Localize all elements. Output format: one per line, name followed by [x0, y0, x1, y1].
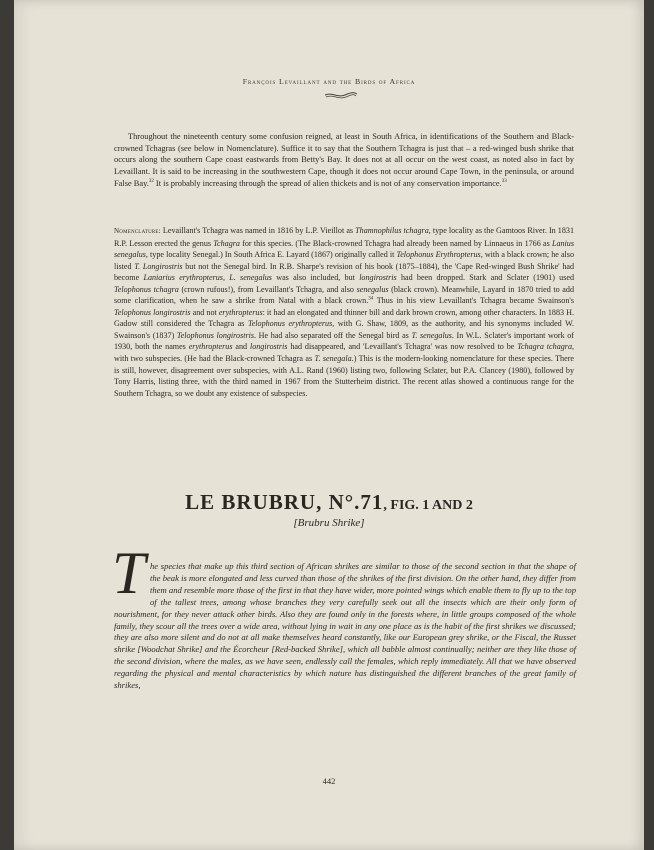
drop-cap: T	[112, 540, 146, 606]
running-head: François Levaillant and the Birds of Africa	[242, 77, 416, 86]
book-page	[14, 0, 644, 850]
ornament-flourish-icon	[324, 91, 358, 100]
page-number: 442	[322, 776, 336, 786]
intro-paragraph: Throughout the nineteenth century some confusion reigned, at least in South Africa, in identifications of the Southern and Black-crowned Tchagras (see below in Nomenclature). Suffice it to say that the Southern Tchagra is just that – a red-winged bush shrike that occurs along the southern Cape coast eastwards from Betty's Bay. It does not at all occur on the west coast, as noted also in fact by Levaillant. It is said to be increasing in the southwestern Cape, though it does not occur around Cape Town, in the peninsula, or around False Bay.$^{32}$ It is probably increasing through the spread of alien thickets and is not of any conservation importance.$^{33}$	[114, 132, 574, 188]
species-text-paragraph: he species that make up this third section of African shrikes are similar to those of the second section in that the shape of the beak is more elongated and less curved than those of the shrikes of the first division. On the other hand, they differ from them and resemble more those of the first in that they have wider, more pointed wings which enable them to fly up to the top of the tallest trees, among whose branches they very carefully seek out all the insects which are their only form of nourishment, for they never attack other birds. Also they are found only in the forests where, in little groups composed of the whole family, they scour all the trees over a wide area, without lying in wait in any one place as is the habit of the first shrikes we discussed; they are also more silent and do not at all make themselves heard constantly, like our European grey shrike, or the Fiscal, the Russet shrike [Woodchat Shrike] and the Écorcheur [Red-backed Shrike], which all babble almost continually; neither are they like those of the second division, where the males, as we have seen, endlessly call the females, which reply immediately. All that we have observed regarding the physical and mental characteristics by which nature has distinguished the different branches of the great family of shrikes,	[114, 561, 576, 691]
nomenclature-paragraph: Nomenclature: Levaillant's Tchagra was named in 1816 by L.P. Vieillot as Thamnophilus tchagra, type locality as the Gamtoos River. In 1831 R.P. Lesson erected the genus Tchagra for this species. (The Black-crowned Tchagra had already been named by Linnaeus in 1766 as Lanius senegalus, type locality Senegal.) In South Africa E. Layard (1867) originally called it Telophonus Erythropterus, with a black crown; he also listed T. Longirostris but not the Senegal bird. In R.B. Sharpe's revision of his book (1875–1884), the 'Cape Red-winged Bush Shrike' had become Laniarius erythropterus, L. senegalus was also included, but longirostris had been dropped. Stark and Sclater (1901) used Telophonus tchagra (crown rufous!), from Levaillant's Tchagra, and also senegalus (black crown). Meanwhile, Layard in 1870 tried to add some clarification, when he saw a shrike from Natal with a black crown.$^{34}$ Thus in his view Levaillant's Tchagra became Swainson's Telophonus longirostris and not erythropterus: it had an elongated and thinner bill and dark brown crown, among other characters. In 1883 H. Gadow still considered the Tchagra as Telophonus erythropterus, with G. Shaw, 1809, as the authority, and his synonyms included W. Swainson's (1837) Telophonus longirostris. He had also separated off the Senegal bird as T. senegalus. In W.L. Sclater's important work of 1930, both the names erythropterus and longirostris had disappeared, and 'Levaillant's Tchagra' was now resolved to be Tchagra tchagra, with two subspecies. (He had the Black-crowned Tchagra as T. senegala.) This is the modern-looking nomenclature for these species. There is still, however, disagreement over subspecies, with A.L. Rand (1960) listing two, following Sclater, but P.A. Clancey (1980), followed by Tony Harris, listing three, with the third named in 1967 from the Stutterheim district. The recent atlas showed a continuous range for the Southern Tchagra, so we doubt any existence of subspecies.	[114, 226, 575, 398]
nomenclature-label: Nomenclature:	[114, 227, 161, 235]
section-subtitle: [Brubru Shrike]	[293, 517, 365, 529]
section-title: LE BRUBRU, N°.71, FIG. 1 AND 2	[185, 490, 473, 514]
